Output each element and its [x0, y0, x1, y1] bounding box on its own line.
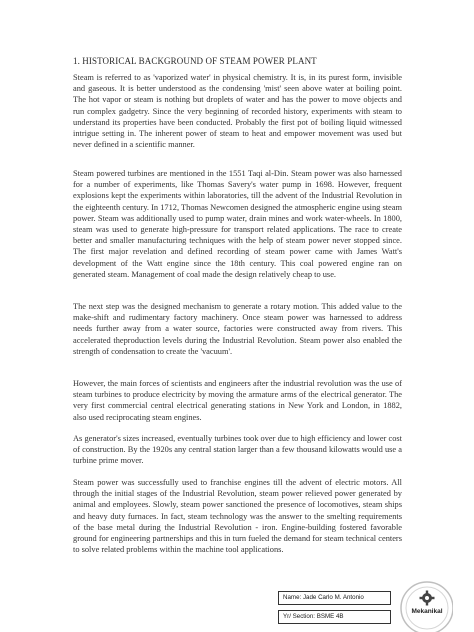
section-heading: 1. HISTORICAL BACKGROUND OF STEAM POWER PLANT [73, 56, 317, 66]
paragraph-1: Steam is referred to as 'vaporized water' in physical chemistry. It is, in its purest form, invisible and gaseous. It is better understood as the condensing 'mist' seen above water at boiling point. The hot vapor or steam is nothing but droplets of water and has the power to move objects and run complex gadgetry. Since the very beginning of recorded history, experiments with steam to understand its properties have been conducted. Probably the first pot of boiling liquid witnessed intrigue setting in. The inherent power of steam to heat and empower movement was used but never defined in a scientific manner. [73, 73, 402, 150]
paragraph-2: Steam powered turbines are mentioned in the 1551 Taqi al-Din. Steam power was also harnessed for a number of experiments, like Thomas Savery's water pump in 1698. However, frequent explosions kept the experiments within laboratories, till the advent of the Industrial Revolution in the eighteenth century. In 1712, Thomas Newcomen designed the atmospheric engine using steam power. Steam was additionally used to pump water, drain mines and work water-wheels. In 1800, steam was used to generate high-pressure for transport related applications. The race to create better and smaller manufacturing techniques with the help of steam power never stopped since. The first major revelation and defined recording of steam power came with James Watt's development of the Watt engine since the 18th century. This coal powered engine ran on generated steam. Management of coal made the design relatively cheap to use. [73, 169, 402, 279]
paragraph-5: As generator's sizes increased, eventually turbines took over due to high efficiency and lower cost of construction. By the 1920s any central station larger than a few thousand kilowatts would use a turbine prime mover. [73, 434, 402, 466]
mekanikal-logo [397, 576, 453, 632]
logo-text: Mekanikal [411, 608, 443, 615]
engineering-gear-logo-icon [397, 576, 453, 632]
student-info-box [278, 591, 391, 624]
paragraph-3: The next step was the designed mechanism to generate a rotary motion. This added value to the make-shift and rudimentary factory machinery. Once steam power was harnessed to address needs further away from a water source, factories were constructed away from rivers. This accelerated theproduction levels during the Industrial Revolution. Steam power also enabled the strength of condensation to create the 'vacuum'. [73, 302, 402, 356]
paragraph-4: However, the main forces of scientists and engineers after the industrial revolution was the use of steam turbines to produce electricity by moving the armature arms of the electrical generator. The very first commercial central electrical generating stations in New York and London, in 1882, also used reciprocating steam engines. [73, 379, 402, 422]
student-name: Name: Jade Carlo M. Antonio [278, 591, 391, 605]
paragraph-6: Steam power was successfully used to franchise engines till the advent of electric motors. All through the initial stages of the Industrial Revolution, steam power relieved power generated by animal and employees. Slowly, steam power sanctioned the presence of locomotives, steam ships and heavy duty furnaces. In fact, steam technology was the answer to the smelting requirements of the base metal during the Industrial Revolution - iron. Engine-building fostered favorable ground for engineering partnerships and this in turn fueled the demand for steam technical centers to solve related problems within the machine tool applications. [73, 478, 402, 555]
student-section: Yr/ Section: BSME 4B [278, 610, 391, 624]
